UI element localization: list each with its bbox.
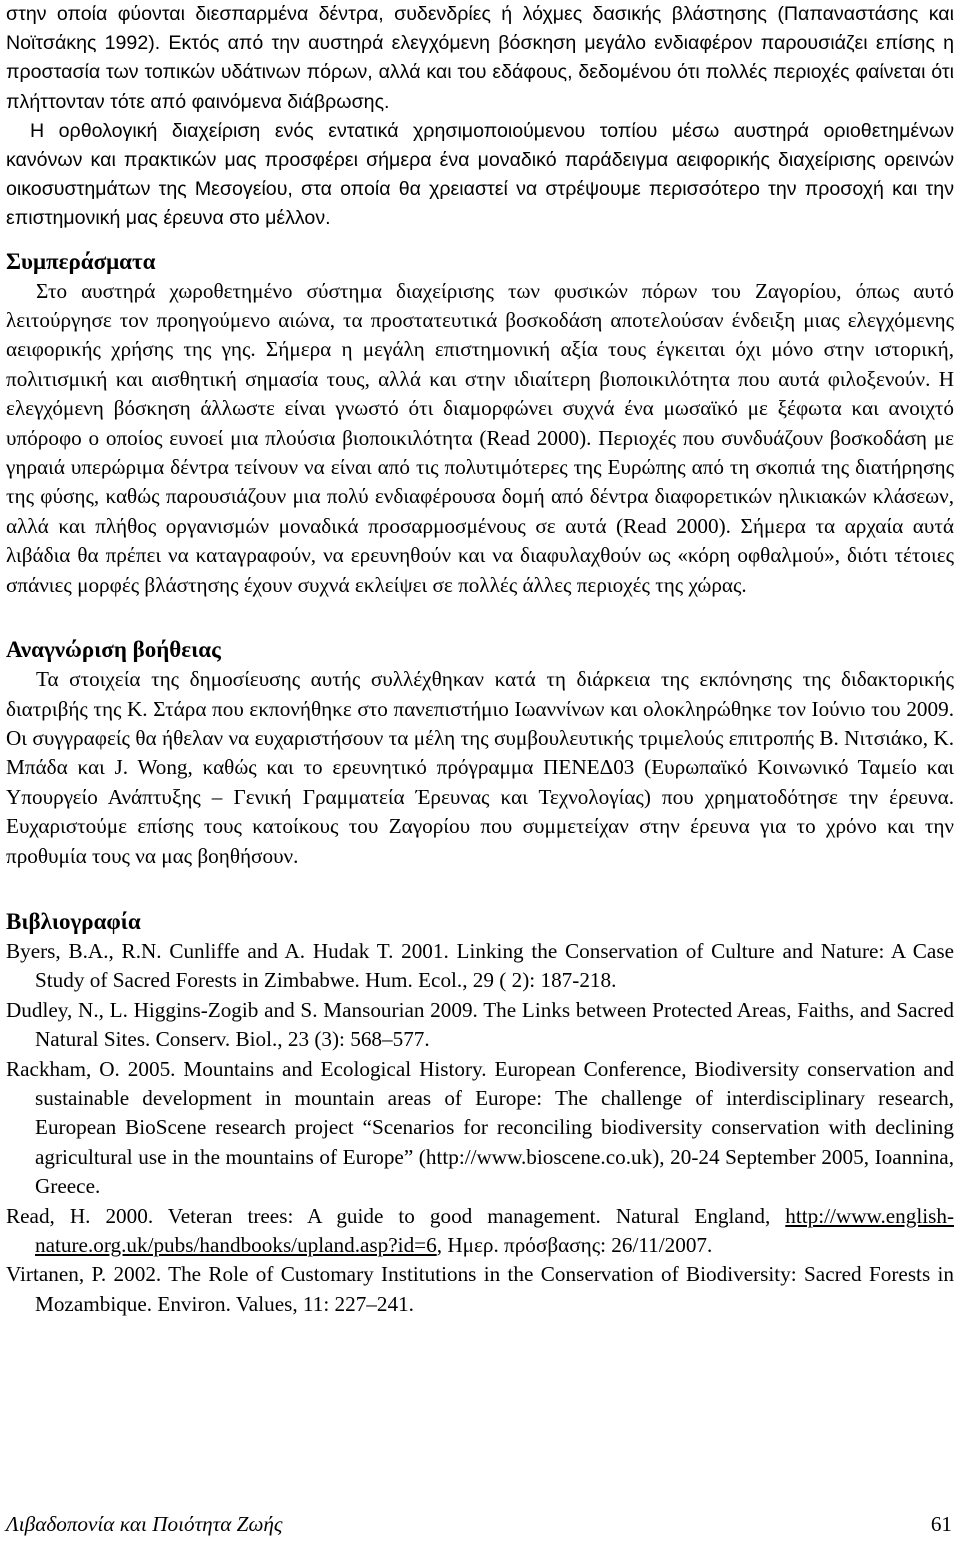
reference-item: Virtanen, P. 2002. The Role of Customary Institutions in the Conservation of Biodiversity: Sacred Forests in Mozambique. Environ. Values, 11: 227–241. [6,1262,954,1316]
body-paragraph-2: Η ορθολογική διαχείριση ενός εντατικά χρησιμοποιούμενου τοπίου μέσω αυστηρά οριοθετημένων κανόνων και πρακτικών μας προσφέρει σήμερα ένα μοναδικό παράδειγμα αειφορικής διαχείρισης ορεινών οικοσυστημάτων της Μεσογείου, στα οποία θα χρειαστεί να στρέψουμε περισσότερο την προσοχή και την επιστημονική μας έρευνα στο μέλλον. [6,119,954,230]
acknowledgements-heading: Αναγνώριση βοήθειας [6,637,221,663]
document-page [6,0,954,1319]
reference-item: Byers, B.A., R.N. Cunliffe and A. Hudak T. 2001. Linking the Conservation of Culture and Nature: A Case Study of Sacred Forests in Zimbabwe. Hum. Ecol., 29 ( 2): 187-218. [6,938,954,993]
acknowledgements-paragraph: Τα στοιχεία της δημοσίευσης αυτής συλλέχθηκαν κατά τη διάρκεια της εκπόνησης της διδακτορικής διατριβής της Κ. Στάρα που εκπονήθηκε στο πανεπιστήμιο Ιωαννίνων και ολοκληρώθηκε τον Ιούνιο του 2009. Οι συγγραφείς θα ήθελαν να ευχαριστήσουν τα μέλη της συμβουλευτικής τριμελούς επιτροπής Β. Νιτσιάκο, Κ. Μπάδα και J. Wong, καθώς και το ερευνητικό πρόγραμμα ΠΕΝΕΔ03 (Ευρωπαϊκό Κοινωνικό Ταμείο και Υπουργείο Ανάπτυξης – Γενική Γραμματεία Έρευνας και Τεχνολογίας) που χρηματοδότησε την έρευνα. Ευχαριστούμε επίσης τους κατοίκους του Ζαγορίου που συμμετείχαν στην έρευνα για το χρόνο και την προθυμία τους να μας βοηθήσουν. [6,667,954,868]
references-heading: Βιβλιογραφία [6,908,141,934]
reference-text: Read, H. 2000. Veteran trees: A guide to good management. Natural England, [6,1203,786,1228]
page-footer [6,1511,954,1537]
reference-link[interactable]: http://www.english-nature.org.uk/pubs/handbooks/upland.asp?id=6 [35,1203,954,1257]
page-number: 61 [930,1512,952,1536]
body-paragraph-1: στην οποία φύονται διεσπαρμένα δέντρα, συδενδρίες ή λόχμες δασικής βλάστησης (Παπαναστάσης και Νοϊτσάκης 1992). Εκτός από την αυστηρά ελεγχόμενη βόσκηση μεγάλο ενδιαφέρον παρουσιάζει επίσης η προστασία των τοπικών υδάτινων πόρων, αλλά και του εδάφους, δεδομένου ότι πολλές περιοχές φαίνεται ότι πλήττονταν τότε από φαινόμενα διάβρωσης. [6,3,954,113]
conclusions-paragraph: Στο αυστηρά χωροθετημένο σύστημα διαχείρισης των φυσικών πόρων του Ζαγορίου, όπως αυτό λειτούργησε τον προηγούμενο αιώνα, τα προστατευτικά βοσκοδάση αποτελούσαν ένδειξη μιας ελεγχόμενης αειφορικής χρήσης της γης. Σήμερα η μεγάλη επιστημονική αξία τους έγκειται όχι μόνο στην ιστορική, πολιτισμική και αισθητική σημασία τους, αλλά και στην ιδιαίτερη βιοποικιλότητα που αυτά φιλοξενούν. Η ελεγχόμενη βόσκηση άλλωστε είναι γνωστό ότι διαμορφώνει συχνά ένα μωσαϊκό με ξέφωτα και ανοιχτό υπόροφο ο οποίος ευνοεί μια πλούσια βιοποικιλότητα (Read 2000). Περιοχές που συνδυάζουν βοσκοδάση με γηραιά υπερώριμα δέντρα τείνουν να είναι από τις πολυτιμότερες της Ευρώπης από τη σκοπιά της διατήρησης της φύσης, καθώς παρουσιάζουν μια πολύ ενδιαφέρουσα δομή από δέντρα διαφορετικών ηλικιακών κλάσεων, αλλά και πλήθος οργανισμών μοναδικά προσαρμοσμένους σε αυτά (Read 2000). Σήμερα τα αρχαία αυτά λιβάδια θα πρέπει να καταγραφούν, να ερευνηθούν και να διαφυλαχθούν ως «κόρη οφθαλμού», διότι τέτοιες σπάνιες μορφές βλάστησης έχουν συχνά εκλείψει σε πολλές άλλες περιοχές της χώρας. [6,278,954,597]
conclusions-heading: Συμπεράσματα [6,248,156,274]
reference-list [6,937,954,1319]
reference-text: , Ημερ. πρόσβασης: 26/11/2007. [436,1233,713,1257]
reference-item: Rackham, O. 2005. Mountains and Ecological History. European Conference, Biodiversity conservation and sustainable development in mountain areas of Europe: The challenge of interdisciplinary research, European BioScene research project “Scenarios for reconciling biodiversity conservation with declining agricultural use in the mountains of Europe” (http://www.bioscene.co.uk), 20-24 September 2005, Ioannina, Greece. [6,1056,954,1199]
reference-item: Dudley, N., L. Higgins-Zogib and S. Mansourian 2009. The Links between Protected Areas, Faiths, and Sacred Natural Sites. Conserv. Biol., 23 (3): 568–577. [6,997,954,1052]
footer-title: Λιβαδοπονία και Ποιότητα Ζωής [6,1512,283,1536]
reference-item-read [6,1202,954,1261]
